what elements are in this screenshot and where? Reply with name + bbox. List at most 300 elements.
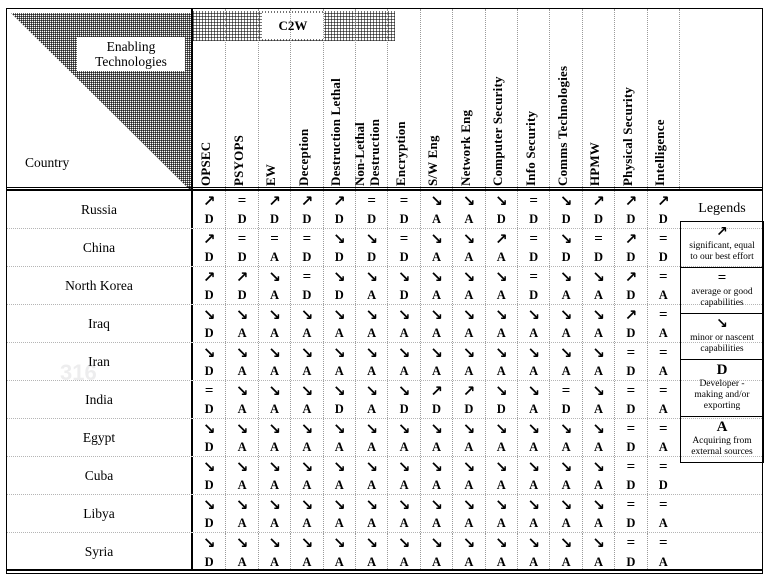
capability-cell[interactable] — [355, 495, 387, 532]
capability-cell[interactable] — [355, 419, 387, 456]
capability-cell[interactable] — [452, 191, 484, 228]
acquiring-marker: A — [658, 440, 668, 454]
acquiring-marker: A — [529, 516, 539, 530]
capability-cell[interactable] — [485, 381, 517, 418]
capability-cell[interactable] — [452, 419, 484, 456]
arrow-down-icon: ↘ — [202, 420, 216, 438]
arrow-down-icon: ↘ — [462, 344, 476, 362]
capability-cell[interactable] — [355, 533, 387, 571]
arrow-down-icon: ↘ — [430, 344, 443, 362]
arrow-up-icon: ↗ — [624, 268, 638, 286]
acquiring-marker: A — [302, 364, 312, 378]
developer-marker: D — [334, 402, 344, 416]
capability-cell[interactable] — [323, 267, 355, 304]
capability-cell[interactable] — [420, 229, 452, 266]
arrow-down-icon: ↘ — [365, 496, 378, 514]
acquiring-marker: A — [561, 555, 571, 569]
capability-cell[interactable] — [225, 343, 257, 380]
acquiring-marker: A — [529, 326, 539, 340]
capability-cell[interactable] — [614, 343, 646, 380]
developer-marker: D — [204, 326, 214, 340]
column-header-info-security[interactable] — [517, 9, 549, 191]
capability-cell[interactable] — [485, 419, 517, 456]
acquiring-marker: A — [658, 364, 668, 378]
developer-marker: D — [593, 250, 603, 264]
capability-cell[interactable] — [549, 419, 581, 456]
capability-cell[interactable] — [485, 191, 517, 228]
capability-cell[interactable] — [193, 419, 225, 456]
developer-marker: D — [626, 478, 636, 492]
legend-description-line: capabilities — [700, 298, 744, 308]
capability-cell[interactable] — [290, 305, 322, 342]
capability-cell[interactable] — [387, 457, 419, 494]
arrow-up-icon: ↗ — [624, 306, 638, 324]
capability-cell[interactable] — [258, 419, 290, 456]
arrow-down-icon: ↘ — [365, 458, 378, 476]
capability-cell[interactable] — [549, 343, 581, 380]
capability-cell[interactable] — [290, 381, 322, 418]
acquiring-marker: A — [269, 250, 279, 264]
column-header-computer-security[interactable] — [485, 9, 517, 191]
capability-cell[interactable] — [452, 229, 484, 266]
table-row[interactable] — [7, 381, 762, 419]
capability-cell[interactable] — [225, 533, 257, 571]
capability-cell[interactable] — [452, 457, 484, 494]
capability-cell[interactable] — [614, 267, 646, 304]
capability-cell[interactable] — [582, 419, 614, 456]
acquiring-marker: A — [529, 555, 539, 569]
capability-cell[interactable] — [387, 191, 419, 228]
capability-cell[interactable] — [452, 381, 484, 418]
acquiring-marker: A — [431, 478, 441, 492]
capability-cell[interactable] — [647, 305, 679, 342]
capability-cell[interactable] — [387, 343, 419, 380]
capability-cell[interactable] — [290, 533, 322, 571]
legend-description-line: to our best effort — [690, 252, 754, 262]
acquiring-marker: A — [334, 326, 344, 340]
capability-cell[interactable] — [193, 495, 225, 532]
equals-sign-icon: = — [529, 231, 538, 247]
capability-cell[interactable] — [582, 533, 614, 571]
capability-cell[interactable] — [420, 343, 452, 380]
column-header-destruction-lethal[interactable] — [323, 9, 355, 191]
table-row[interactable] — [7, 457, 762, 495]
arrow-up-icon: ↗ — [235, 268, 249, 286]
table-row[interactable] — [7, 191, 762, 229]
capability-cell[interactable] — [323, 457, 355, 494]
capability-cell[interactable] — [517, 381, 549, 418]
capability-cell[interactable] — [452, 533, 484, 571]
capability-cell[interactable] — [355, 229, 387, 266]
capability-cell[interactable] — [387, 305, 419, 342]
arrow-up-icon: ↗ — [716, 224, 728, 240]
column-header-label: Destruction — [366, 118, 382, 186]
capability-cell[interactable] — [452, 267, 484, 304]
capability-cell[interactable] — [517, 533, 549, 571]
column-header-opsec[interactable] — [193, 9, 225, 191]
capability-cell[interactable] — [517, 191, 549, 228]
capability-cell[interactable] — [647, 381, 679, 418]
country-name: India — [85, 391, 113, 407]
column-header-intelligence[interactable] — [647, 9, 679, 191]
arrow-down-icon: ↘ — [495, 534, 508, 552]
acquiring-marker: A — [496, 326, 506, 340]
capability-cell[interactable] — [582, 457, 614, 494]
capability-cell[interactable] — [387, 419, 419, 456]
capability-cell[interactable] — [290, 343, 322, 380]
arrow-down-icon: ↘ — [430, 230, 443, 248]
capability-cell[interactable] — [225, 191, 257, 228]
developer-marker: D — [658, 478, 668, 492]
developer-marker: D — [204, 402, 214, 416]
capability-cell[interactable] — [420, 191, 452, 228]
arrow-down-icon: ↘ — [235, 382, 249, 400]
arrow-up-icon: ↗ — [462, 382, 476, 400]
capability-cell[interactable] — [647, 495, 679, 532]
acquiring-marker: A — [367, 326, 377, 340]
capability-cell[interactable] — [452, 305, 484, 342]
arrow-down-icon: ↘ — [430, 496, 443, 514]
capability-cell[interactable] — [517, 495, 549, 532]
developer-marker: D — [626, 212, 636, 226]
capability-cell[interactable] — [517, 305, 549, 342]
column-header-hpmw[interactable] — [582, 9, 614, 191]
legend-description-line: exporting — [703, 401, 741, 411]
capability-cell[interactable] — [258, 305, 290, 342]
developer-marker: D — [529, 288, 539, 302]
column-header-label: Physical Security — [619, 86, 635, 186]
capability-cell[interactable] — [193, 343, 225, 380]
capability-cell[interactable] — [582, 229, 614, 266]
capability-cell[interactable] — [387, 381, 419, 418]
column-header-encryption[interactable] — [387, 9, 419, 191]
acquiring-marker: A — [431, 326, 441, 340]
corner-header-cell — [7, 9, 193, 191]
capability-cell[interactable] — [517, 343, 549, 380]
arrow-down-icon: ↘ — [592, 344, 605, 362]
arrow-down-icon: ↘ — [495, 306, 508, 324]
acquiring-marker: A — [367, 440, 377, 454]
acquiring-marker: A — [561, 326, 571, 340]
capability-cell[interactable] — [193, 457, 225, 494]
capability-cell[interactable] — [614, 305, 646, 342]
acquiring-marker: A — [464, 364, 474, 378]
table-row[interactable] — [7, 419, 762, 457]
developer-marker: D — [204, 440, 214, 454]
arrow-down-icon: ↘ — [333, 382, 346, 400]
arrow-down-icon: ↘ — [333, 420, 346, 438]
capability-cell[interactable] — [355, 343, 387, 380]
arrow-down-icon: ↘ — [268, 268, 281, 286]
capability-cell[interactable] — [614, 229, 646, 266]
capability-cell[interactable] — [193, 533, 225, 571]
capability-cell[interactable] — [323, 533, 355, 571]
capability-cell[interactable] — [452, 495, 484, 532]
column-header-label: Intelligence — [652, 119, 668, 186]
capability-cell[interactable] — [193, 381, 225, 418]
capability-cell[interactable] — [420, 457, 452, 494]
developer-marker: D — [626, 250, 636, 264]
column-header-label: EW — [263, 163, 279, 186]
acquiring-marker: A — [658, 402, 668, 416]
table-row[interactable] — [7, 533, 762, 571]
capability-cell[interactable] — [225, 381, 257, 418]
arrow-down-icon: ↘ — [333, 344, 346, 362]
capability-cell[interactable] — [355, 305, 387, 342]
column-header-s-w-eng[interactable] — [420, 9, 452, 191]
developer-marker: D — [496, 402, 506, 416]
capability-cell[interactable] — [549, 191, 581, 228]
letter-a-symbol: A — [716, 419, 728, 435]
equals-sign-icon: = — [659, 459, 668, 475]
capability-cell[interactable] — [420, 305, 452, 342]
arrow-down-icon: ↘ — [462, 496, 476, 514]
column-header-label: HPMW — [587, 141, 603, 186]
capability-cell[interactable] — [647, 267, 679, 304]
capability-cell[interactable] — [420, 533, 452, 571]
capability-cell[interactable] — [258, 343, 290, 380]
acquiring-marker: A — [431, 364, 441, 378]
developer-marker: D — [204, 516, 214, 530]
arrow-down-icon: ↘ — [365, 268, 378, 286]
capability-cell[interactable] — [225, 305, 257, 342]
capability-cell[interactable] — [258, 229, 290, 266]
capability-cell[interactable] — [258, 495, 290, 532]
capability-cell[interactable] — [290, 457, 322, 494]
legend-item — [681, 314, 763, 360]
legend-description-line: minor or nascent — [690, 333, 754, 343]
legends-panel — [680, 199, 764, 463]
arrow-down-icon: ↘ — [300, 344, 314, 362]
capability-cell[interactable] — [485, 267, 517, 304]
capability-cell[interactable] — [290, 495, 322, 532]
capability-cell[interactable] — [647, 457, 679, 494]
column-header-label: PSYOPS — [231, 134, 247, 186]
capability-cell[interactable] — [225, 457, 257, 494]
capability-cell[interactable] — [517, 457, 549, 494]
capability-cell[interactable] — [193, 229, 225, 266]
capability-cell[interactable] — [420, 419, 452, 456]
equals-sign-icon: = — [659, 421, 668, 437]
capability-cell[interactable] — [549, 267, 581, 304]
capability-cell[interactable] — [387, 495, 419, 532]
developer-marker: D — [204, 212, 214, 226]
acquiring-marker: A — [367, 288, 377, 302]
arrow-down-icon: ↘ — [592, 420, 605, 438]
capability-cell[interactable] — [485, 305, 517, 342]
equals-sign-icon: = — [367, 193, 376, 209]
equals-sign-icon: = — [561, 383, 571, 399]
capability-cell[interactable] — [387, 267, 419, 304]
capability-cell[interactable] — [485, 533, 517, 571]
capability-cell[interactable] — [420, 495, 452, 532]
capability-cell[interactable] — [614, 495, 646, 532]
capability-cell[interactable] — [323, 495, 355, 532]
capability-cell[interactable] — [290, 419, 322, 456]
capability-cell[interactable] — [549, 305, 581, 342]
capability-cell[interactable] — [647, 229, 679, 266]
arrow-up-icon: ↗ — [268, 192, 281, 210]
capability-cell[interactable] — [549, 381, 581, 418]
row-cells — [193, 305, 679, 342]
arrow-up-icon: ↗ — [592, 192, 605, 210]
arrow-up-icon: ↗ — [657, 192, 670, 210]
enabling-line-1: Enabling — [106, 39, 156, 54]
capability-cell[interactable] — [225, 495, 257, 532]
acquiring-marker: A — [431, 555, 441, 569]
capability-cell[interactable] — [485, 343, 517, 380]
column-header-destruction-non-lethal[interactable] — [351, 9, 387, 191]
capability-cell[interactable] — [614, 533, 646, 571]
column-header-network-eng[interactable] — [452, 9, 484, 191]
capability-cell[interactable] — [323, 305, 355, 342]
arrow-down-icon: ↘ — [559, 420, 573, 438]
capability-cell[interactable] — [355, 191, 387, 228]
arrow-down-icon: ↘ — [333, 306, 346, 324]
capability-cell[interactable] — [193, 267, 225, 304]
acquiring-marker: A — [269, 440, 279, 454]
capability-cell[interactable] — [582, 343, 614, 380]
capability-cell[interactable] — [225, 419, 257, 456]
arrow-down-icon: ↘ — [462, 192, 476, 210]
capability-cell[interactable] — [549, 229, 581, 266]
capability-cell[interactable] — [290, 191, 322, 228]
column-header-label: Deception — [295, 128, 311, 186]
column-header-psyops[interactable] — [225, 9, 257, 191]
acquiring-marker: A — [399, 326, 409, 340]
acquiring-marker: A — [399, 516, 409, 530]
capability-cell[interactable] — [614, 457, 646, 494]
acquiring-marker: A — [464, 555, 474, 569]
legend-item — [681, 268, 763, 314]
acquiring-marker: A — [302, 402, 312, 416]
capability-cell[interactable] — [258, 533, 290, 571]
column-header-label: OPSEC — [198, 141, 214, 186]
capability-cell[interactable] — [614, 419, 646, 456]
capability-cell[interactable] — [647, 533, 679, 571]
acquiring-marker: A — [431, 250, 441, 264]
arrow-up-icon: ↗ — [300, 192, 314, 210]
arrow-down-icon: ↘ — [300, 496, 314, 514]
arrow-down-icon: ↘ — [592, 496, 605, 514]
acquiring-marker: A — [237, 364, 247, 378]
capability-cell[interactable] — [420, 381, 452, 418]
arrow-down-icon: ↘ — [559, 268, 573, 286]
column-header-ew[interactable] — [258, 9, 290, 191]
capability-cell[interactable] — [549, 495, 581, 532]
column-header-label: Computer Security — [490, 76, 506, 186]
capability-cell[interactable] — [582, 305, 614, 342]
developer-marker: D — [399, 402, 409, 416]
capability-cell[interactable] — [387, 229, 419, 266]
capability-cell[interactable] — [485, 229, 517, 266]
arrow-down-icon: ↘ — [397, 344, 411, 362]
acquiring-marker: A — [237, 478, 247, 492]
table-row[interactable] — [7, 267, 762, 305]
capability-cell[interactable] — [582, 495, 614, 532]
capability-cell[interactable] — [614, 191, 646, 228]
table-row[interactable] — [7, 495, 762, 533]
arrow-down-icon: ↘ — [495, 458, 508, 476]
capability-cell[interactable] — [193, 305, 225, 342]
developer-marker: D — [626, 326, 636, 340]
capability-cell[interactable] — [258, 191, 290, 228]
capability-cell[interactable] — [647, 343, 679, 380]
table-row[interactable] — [7, 229, 762, 267]
capability-cell[interactable] — [355, 381, 387, 418]
developer-marker: D — [399, 288, 409, 302]
capability-cell[interactable] — [323, 343, 355, 380]
capability-cell[interactable] — [387, 533, 419, 571]
arrow-down-icon: ↘ — [495, 268, 508, 286]
capability-cell[interactable] — [193, 191, 225, 228]
capability-cell[interactable] — [517, 229, 549, 266]
arrow-down-icon: ↘ — [430, 420, 443, 438]
capability-cell[interactable] — [258, 457, 290, 494]
column-header-physical-security[interactable] — [614, 9, 646, 191]
capability-cell[interactable] — [225, 267, 257, 304]
arrow-down-icon: ↘ — [268, 382, 281, 400]
capability-cell[interactable] — [485, 495, 517, 532]
column-header-comms-technologies[interactable] — [549, 9, 581, 191]
equals-sign-icon: = — [529, 193, 538, 209]
capability-cell[interactable] — [517, 419, 549, 456]
capability-cell[interactable] — [549, 533, 581, 571]
capability-cell[interactable] — [647, 191, 679, 228]
capability-cell[interactable] — [355, 267, 387, 304]
capability-cell[interactable] — [517, 267, 549, 304]
arrow-down-icon: ↘ — [527, 458, 540, 476]
arrow-down-icon: ↘ — [495, 192, 508, 210]
capability-cell[interactable] — [582, 191, 614, 228]
capability-cell[interactable] — [258, 381, 290, 418]
capability-cell[interactable] — [420, 267, 452, 304]
capability-cell[interactable] — [614, 381, 646, 418]
table-row[interactable] — [7, 343, 762, 381]
acquiring-marker: A — [399, 364, 409, 378]
arrow-down-icon: ↘ — [592, 268, 605, 286]
capability-cell[interactable] — [485, 457, 517, 494]
column-header-deception[interactable] — [290, 9, 322, 191]
arrow-down-icon: ↘ — [462, 268, 476, 286]
arrow-down-icon: ↘ — [333, 230, 346, 248]
capability-cell[interactable] — [647, 419, 679, 456]
capability-cell[interactable] — [582, 267, 614, 304]
capability-cell[interactable] — [452, 343, 484, 380]
capability-cell[interactable] — [323, 191, 355, 228]
arrow-down-icon: ↘ — [559, 192, 573, 210]
capability-cell[interactable] — [355, 457, 387, 494]
acquiring-marker: A — [464, 288, 474, 302]
developer-marker: D — [626, 364, 636, 378]
table-row[interactable] — [7, 305, 762, 343]
acquiring-marker: A — [464, 326, 474, 340]
capability-cell[interactable] — [323, 419, 355, 456]
capability-cell[interactable] — [549, 457, 581, 494]
developer-marker: D — [626, 555, 636, 569]
capability-cell[interactable] — [258, 267, 290, 304]
capability-cell[interactable] — [290, 267, 322, 304]
capability-cell[interactable] — [290, 229, 322, 266]
capability-cell[interactable] — [582, 381, 614, 418]
arrow-up-icon: ↗ — [202, 230, 216, 248]
capability-cell[interactable] — [323, 381, 355, 418]
acquiring-marker: A — [269, 326, 279, 340]
capability-cell[interactable] — [323, 229, 355, 266]
capability-cell[interactable] — [225, 229, 257, 266]
arrow-down-icon: ↘ — [527, 496, 540, 514]
country-name-cell — [7, 191, 193, 228]
